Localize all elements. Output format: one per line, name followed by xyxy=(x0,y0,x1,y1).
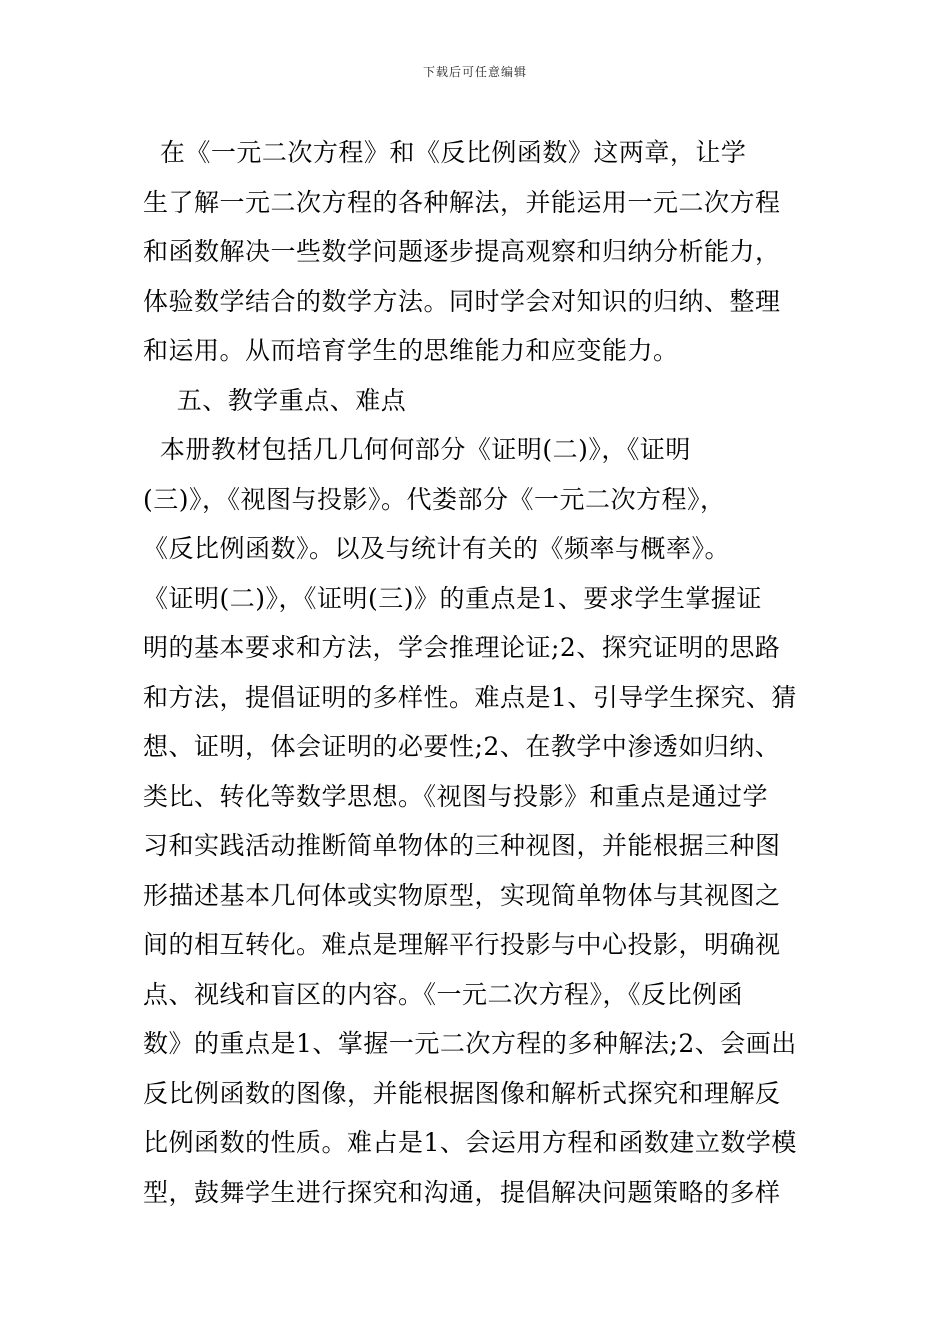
text-line: 比例函数的性质。难占是1、会运用方程和函数建立数学模 xyxy=(143,1128,797,1157)
text-line: 和函数解决一些数学问题逐步提高观察和归纳分析能力， xyxy=(143,237,781,266)
text-line: 类比、转化等数学思想。《视图与投影》和重点是通过学 xyxy=(143,781,769,811)
text-line: 在《一元二次方程》和《反比例函数》这两章，让学 xyxy=(143,138,747,167)
text-line: (三)》，《视图与投影》。代娄部分《一元二次方程》， xyxy=(143,484,726,514)
text-line: 型，鼓舞学生进行探究和沟通，提倡解决问题策略的多样 xyxy=(143,1177,781,1207)
text-line: 体验数学结合的数学方法。同时学会对知识的归纳、整理 xyxy=(143,286,781,316)
text-line: 明的基本要求和方法，学会推理论证;2、探究证明的思路 xyxy=(143,633,781,662)
text-line: 《反比例函数》。以及与统计有关的《频率与概率》。 xyxy=(143,534,731,563)
text-line: 和运用。从而培育学生的思维能力和应变能力。 xyxy=(143,336,679,365)
text-line: 生了解一元二次方程的各种解法，并能运用一元二次方程 xyxy=(143,187,781,217)
text-line: 反比例函数的图像，并能根据图像和解析式探究和理解反 xyxy=(143,1078,781,1108)
text-line: 间的相互转化。难点是理解平行投影与中心投影，明确视 xyxy=(143,930,781,959)
section-heading: 五、教学重点、难点 xyxy=(143,385,407,415)
body-text xyxy=(143,128,815,1217)
text-line: 本册教材包括几几何何部分《证明(二)》，《证明 xyxy=(143,435,691,464)
text-line: 《证明(二)》，《证明(三)》的重点是1、要求学生掌握证 xyxy=(143,583,762,613)
text-line: 和方法，提倡证明的多样性。难点是1、引导学生探究、猜 xyxy=(143,682,797,712)
text-line: 点、视线和盲区的内容。《一元二次方程》，《反比例函 xyxy=(143,979,744,1009)
text-line: 习和实践活动推断简单物体的三种视图，并能根据三种图 xyxy=(143,831,781,860)
text-line: 想、证明，体会证明的必要性;2、在教学中渗透如归纳、 xyxy=(143,732,781,761)
page-header: 下载后可任意编辑 xyxy=(422,65,527,79)
text-line: 形描述基本几何体或实物原型，实现简单物体与其视图之 xyxy=(143,880,781,910)
text-line: 数》的重点是1、掌握一元二次方程的多种解法;2、会画出 xyxy=(143,1029,797,1058)
